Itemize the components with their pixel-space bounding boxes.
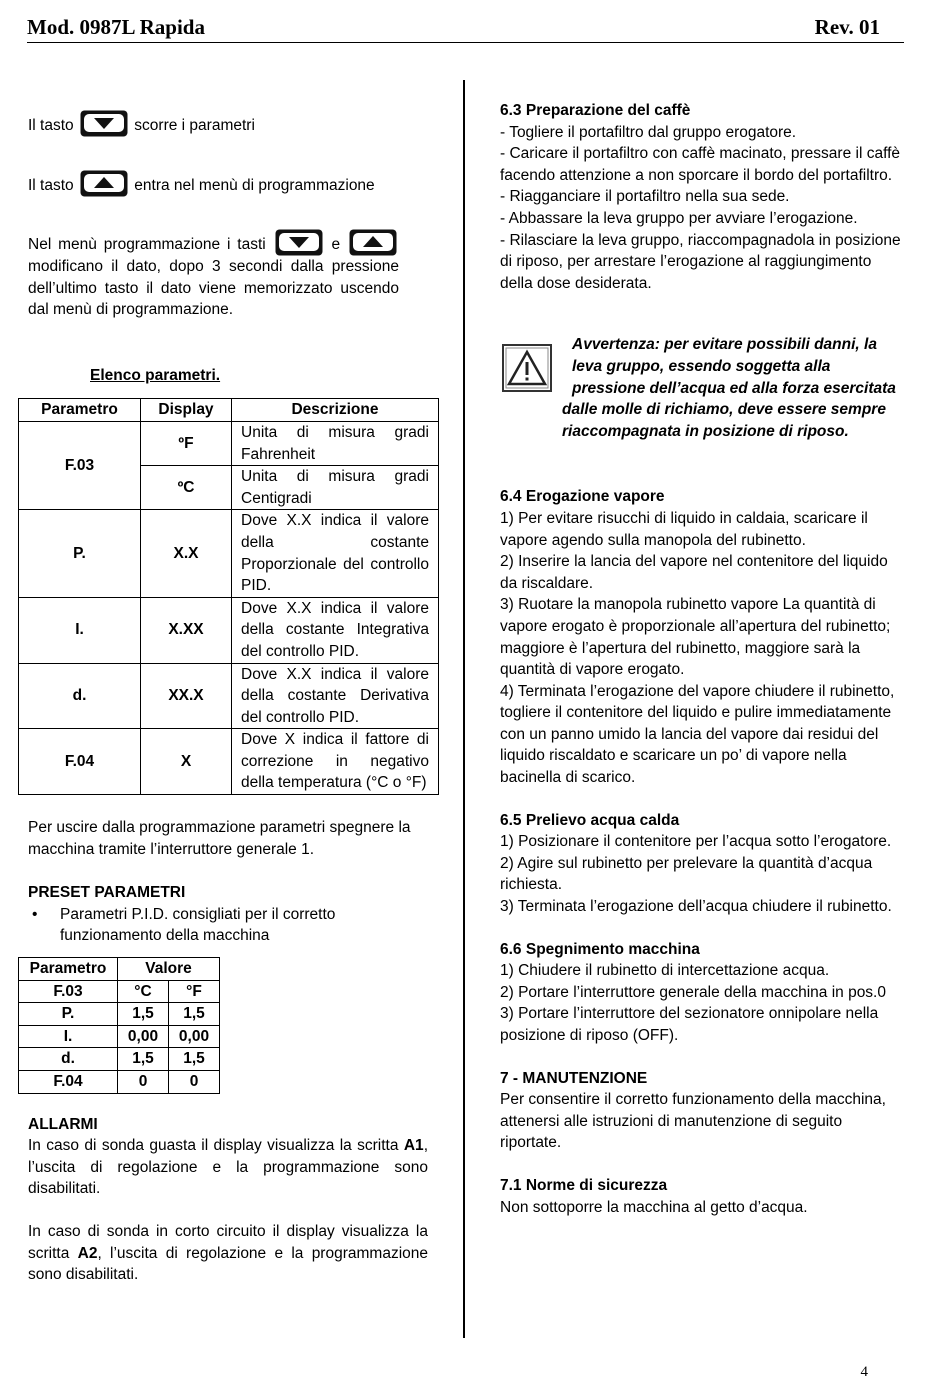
arrow-up-key-icon <box>349 229 397 256</box>
exit-text: Per uscire dalla programmazione parametri spegnere la macchina tramite l’interruttore generale 1. <box>28 819 411 858</box>
alarm-a1-text: In caso di sonda guasta il display visualizza la scritta A1, l’uscita di regolazione e la programmazione sono disabilitati. <box>28 1137 428 1198</box>
list-item: - Togliere il portafiltro dal gruppo erogatore. <box>500 123 797 141</box>
list-item: • Parametri P.I.D. consigliati per il corretto funzionamento della macchina <box>60 904 428 947</box>
list-item: - Caricare il portafiltro con caffè macinato, pressare il caffè facendo attenzione a non sporcare il bordo del portafiltro. <box>500 145 901 184</box>
table-header-row: Parametro Display Descrizione <box>19 399 439 422</box>
right-column <box>500 100 905 1218</box>
alarms-title: ALLARMI <box>28 1115 98 1133</box>
left-column <box>28 110 428 1286</box>
list-item: - Riagganciare il portafiltro nella sua sede. <box>500 188 790 206</box>
arrow-down-key-icon <box>275 229 323 256</box>
list-item: 3) Terminata l’erogazione dell’acqua chiudere il rubinetto. <box>500 898 892 916</box>
table-row: P. 1,5 1,5 <box>19 1003 220 1026</box>
page-header <box>27 14 904 43</box>
params-title: Elenco parametri. <box>90 366 221 384</box>
warning-text: Avvertenza: per evitare possibili danni, la leva gruppo, essendo soggetta alla pressione dell’acqua ed alla forza esercitata dalle molle di richiamo, deve essere sempre riaccompagnata in posizione di riposo. <box>562 336 896 440</box>
section-title: 6.4 Erogazione vapore <box>500 488 665 506</box>
table-row: P. X.X Dove X.X indica il valore della costante Proporzionale del controllo PID. <box>19 510 439 597</box>
list-item: 3) Portare l’interruttore del sezionatore onnipolare nella posizione di riposo (OFF). <box>500 1005 879 1044</box>
arrow-down-key-icon <box>80 110 128 137</box>
preset-title: PRESET PARAMETRI <box>28 884 186 902</box>
table-row: d. XX.X Dove X.X indica il valore della costante Derivativa del controllo PID. <box>19 663 439 729</box>
list-item: 1) Per evitare risucchi di liquido in caldaia, scaricare il vapore agendo sulla manopola del rubinetto. <box>500 509 868 549</box>
section-title: 7.1 Norme di sicurezza <box>500 1176 668 1194</box>
preset-list <box>28 904 428 947</box>
arrow-up-key-icon <box>80 170 128 197</box>
alarm-code-a1: A1 <box>403 1137 424 1155</box>
list-item: 2) Agire sul rubinetto per prelevare la quantità d’acqua richiesta. <box>500 854 873 894</box>
list-item: - Rilasciare la leva gruppo, riaccompagnadola in posizione di riposo, per arrestare l’erogazione al raggiungimento della dose desiderata. <box>500 231 901 292</box>
list-item: - Abbassare la leva gruppo per avviare l’erogazione. <box>500 209 858 227</box>
section-title: 6.3 Preparazione del caffè <box>500 102 691 119</box>
table-row: F.04 0 0 <box>19 1071 220 1094</box>
list-item: 2) Inserire la lancia del vapore nel contenitore del liquido da riscaldare. <box>500 553 888 592</box>
table-row: F.03 °C °F <box>19 980 220 1003</box>
programming-text: Nel menù programmazione i tasti e modificano il dato, dopo 3 secondi dalla pressione dell’ultimo tasto il dato viene memorizzato uscendo dal menù di programmazione. <box>28 229 399 321</box>
list-item: 1) Chiudere il rubinetto di intercettazione acqua. <box>500 962 830 980</box>
revision: Rev. 01 <box>814 15 880 39</box>
table-row: ºC Unita di misura gradi Centigradi <box>19 466 439 510</box>
page-number: 4 <box>860 1364 868 1380</box>
paragraph: Per consentire il corretto funzionamento della macchina, attenersi alle istruzioni di manutenzione di seguito riportate. <box>500 1091 886 1152</box>
table-row: I. X.XX Dove X.X indica il valore della costante Integrativa del controllo PID. <box>19 597 439 663</box>
model-name: Mod. 0987L Rapida <box>27 15 205 39</box>
section-title: 6.5 Prelievo acqua calda <box>500 811 680 829</box>
table-row: F.04 X Dove X indica il fattore di correzione in negativo della temperatura (°C o °F) <box>19 729 439 795</box>
table-row: F.03 ºF Unita di misura gradi Fahrenheit <box>19 421 439 465</box>
alarm-code-a2: A2 <box>77 1244 98 1262</box>
table-row: I. 0,00 0,00 <box>19 1025 220 1048</box>
warning-icon <box>502 344 552 392</box>
alarm-a2-text: In caso di sonda in corto circuito il display visualizza la scritta A2, l’uscita di regolazione e la programmazione sono disabilitati. <box>28 1222 428 1284</box>
warning-box <box>500 334 905 454</box>
preset-table <box>18 957 220 1094</box>
list-item: 2) Portare l’interruttore generale della macchina in pos.0 <box>500 983 886 1001</box>
table-header-row: Parametro Valore <box>19 958 220 981</box>
column-divider <box>463 80 465 1338</box>
table-row: d. 1,5 1,5 <box>19 1048 220 1071</box>
section-title: 6.6 Spegnimento macchina <box>500 940 700 958</box>
list-item: 1) Posizionare il contenitore per l’acqua sotto l’erogatore. <box>500 833 892 851</box>
key-up-line: Il tasto entra nel menù di programmazione <box>28 170 428 197</box>
list-item: 4) Terminata l’erogazione del vapore chiudere il rubinetto, togliere il contenitore del liquido e pulire immediatamente con un panno umido la lancia del vapore dai residui del liquido riscaldato e scaricare un po’ di vapore nella bacinella di scarico. <box>500 682 895 787</box>
section-title: 7 - MANUTENZIONE <box>500 1069 648 1087</box>
key-down-line: Il tasto scorre i parametri <box>28 110 428 137</box>
list-item: 3) Ruotare la manopola rubinetto vapore La quantità di vapore erogato è proporzionale all’apertura del rubinetto; maggiore è l’apertura del rubinetto, maggiore sarà la quantità di vapore erogato. <box>500 596 891 679</box>
paragraph: Non sottoporre la macchina al getto d’acqua. <box>500 1198 808 1216</box>
parameters-table <box>18 398 439 795</box>
